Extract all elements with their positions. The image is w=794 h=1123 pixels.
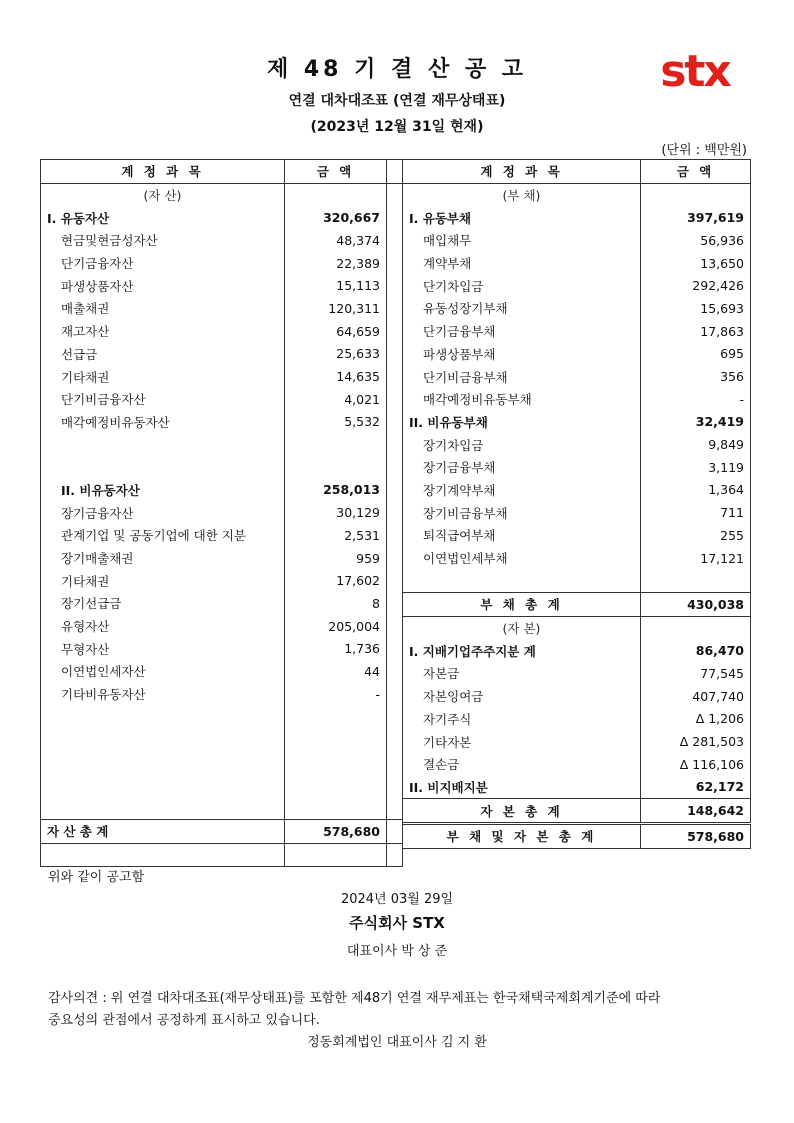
table-row [41, 411, 403, 434]
table-row [403, 547, 751, 570]
amount-cell: 48,374 [285, 229, 387, 252]
amount-cell: 64,659 [285, 320, 387, 343]
spacer-cell [387, 456, 403, 479]
table-row [41, 456, 403, 479]
amount-cell: - [285, 683, 387, 706]
table-row [41, 365, 403, 388]
amount-cell: 25,633 [285, 343, 387, 366]
table-row [41, 297, 403, 320]
grand-total-row [403, 823, 751, 848]
account-cell [41, 433, 285, 456]
account-cell: 유형자산 [41, 615, 285, 638]
account-cell: 자본금 [403, 662, 641, 685]
liabilities-equity-table [402, 159, 751, 849]
spacer-cell [387, 774, 403, 797]
grand-total-amount: 578,680 [641, 823, 751, 848]
amount-cell: 292,426 [641, 274, 751, 297]
table-row [41, 796, 403, 819]
account-cell: 매입채무 [403, 229, 641, 252]
spacer-cell [387, 660, 403, 683]
spacer-cell [387, 320, 403, 343]
assets-table [40, 159, 403, 867]
total-label: 부 채 총 계 [403, 593, 641, 617]
table-row [41, 183, 403, 206]
page-subtitle: 연결 대차대조표 (연결 재무상태표) [288, 93, 506, 109]
audit-line: 감사의견 : 위 연결 대차대조표(재무상태표)를 포함한 제48기 연결 재무제표는 한국채택국제회계기준에 따라 [48, 991, 661, 1006]
amount-cell [641, 569, 751, 592]
amount-cell: Δ 281,503 [641, 730, 751, 753]
table-row [403, 433, 751, 456]
account-cell: 파생상품부채 [403, 343, 641, 366]
table-row [403, 593, 751, 617]
account-cell: 자기주식 [403, 708, 641, 731]
grand-total-label: 부 채 및 자 본 총 계 [403, 823, 641, 848]
table-row [41, 252, 403, 275]
account-cell: 장기선급금 [41, 592, 285, 615]
amount-cell: 258,013 [285, 479, 387, 502]
logo-text: stx [660, 52, 730, 92]
account-cell: 매각예정비유동부채 [403, 388, 641, 411]
account-cell: 기타자본 [403, 730, 641, 753]
ceo-name: 대표이사 박 상 준 [346, 944, 448, 959]
account-cell: 파생상품자산 [41, 274, 285, 297]
amount-cell: 1,364 [641, 479, 751, 502]
table-row [41, 547, 403, 570]
account-cell: 이연법인세부채 [403, 547, 641, 570]
amount-cell: 15,113 [285, 274, 387, 297]
amount-cell: 17,121 [641, 547, 751, 570]
amount-cell [641, 183, 751, 206]
amount-cell [285, 433, 387, 456]
table-row [403, 776, 751, 799]
amount-cell: 56,936 [641, 229, 751, 252]
unit-label: (단위 : 백만원) [661, 143, 747, 158]
account-cell: 현금및현금성자산 [41, 229, 285, 252]
spacer-cell [387, 274, 403, 297]
amount-cell [285, 751, 387, 774]
amount-cell: Δ 116,106 [641, 753, 751, 776]
account-cell: 매각예정비유동자산 [41, 411, 285, 434]
amount-cell: 356 [641, 365, 751, 388]
amount-cell [285, 728, 387, 751]
table-row [403, 479, 751, 502]
spacer-cell [387, 252, 403, 275]
spacer-cell [387, 365, 403, 388]
auditor-name: 정동회계법인 대표이사 김 지 환 [307, 1035, 487, 1050]
table-row [41, 843, 403, 867]
account-cell: 단기금융부채 [403, 320, 641, 343]
spacer-cell [387, 479, 403, 502]
notice-text: 위와 같이 공고함 [48, 870, 145, 885]
page-title: 제 48 기 결 산 공 고 [266, 57, 528, 82]
table-row [403, 297, 751, 320]
amount-cell: 17,602 [285, 569, 387, 592]
table-row [403, 456, 751, 479]
amount-cell: 77,545 [641, 662, 751, 685]
account-cell: (부 채) [403, 183, 641, 206]
spacer-cell [387, 183, 403, 206]
account-cell: 장기매출채권 [41, 547, 285, 570]
amount-cell: 695 [641, 343, 751, 366]
amount-cell: Δ 1,206 [641, 708, 751, 731]
table-row [41, 706, 403, 729]
amount-header: 금 액 [641, 160, 751, 184]
table-row [403, 662, 751, 685]
table-row [41, 728, 403, 751]
total-amount: 578,680 [285, 819, 387, 843]
amount-cell: 255 [641, 524, 751, 547]
account-cell: 매출채권 [41, 297, 285, 320]
table-row [41, 660, 403, 683]
account-cell [41, 706, 285, 729]
account-cell: 자본잉여금 [403, 685, 641, 708]
table-row [41, 501, 403, 524]
table-row [41, 592, 403, 615]
report-date: (2023년 12월 31일 현재) [310, 119, 484, 135]
amount-cell: 205,004 [285, 615, 387, 638]
spacer-cell [387, 819, 403, 843]
empty-cell [285, 843, 387, 867]
account-cell [403, 569, 641, 592]
spacer-cell [387, 433, 403, 456]
table-row [403, 501, 751, 524]
account-cell: (자 본) [403, 616, 641, 639]
account-cell: 무형자산 [41, 637, 285, 660]
account-cell: 장기차입금 [403, 433, 641, 456]
table-row [41, 433, 403, 456]
spacer-cell [387, 751, 403, 774]
account-cell: 단기비금융부채 [403, 365, 641, 388]
account-cell: 결손금 [403, 753, 641, 776]
table-row [41, 206, 403, 229]
table-row [41, 569, 403, 592]
spacer-cell [387, 728, 403, 751]
assets-total-row [41, 819, 403, 843]
spacer-cell [387, 569, 403, 592]
stx-logo [642, 52, 748, 92]
account-cell: 장기계약부채 [403, 479, 641, 502]
table-row [41, 774, 403, 797]
audit-opinion [48, 988, 748, 1032]
spacer-cell [387, 388, 403, 411]
spacer-cell [387, 683, 403, 706]
company-name: 주식회사 STX [349, 914, 445, 932]
amount-cell: 9,849 [641, 433, 751, 456]
account-cell: (자 산) [41, 183, 285, 206]
table-row [41, 388, 403, 411]
account-cell: 선급금 [41, 343, 285, 366]
table-row [403, 252, 751, 275]
audit-line: 중요성의 관점에서 공정하게 표시하고 있습니다. [48, 1013, 320, 1028]
amount-header: 금 액 [285, 160, 387, 184]
amount-cell: 22,389 [285, 252, 387, 275]
total-amount: 148,642 [641, 799, 751, 824]
equity-total-row [403, 799, 751, 824]
table-row [41, 683, 403, 706]
spacer-cell [387, 524, 403, 547]
spacer-cell [387, 297, 403, 320]
amount-cell [285, 456, 387, 479]
table-row [403, 183, 751, 206]
amount-cell: 2,531 [285, 524, 387, 547]
account-cell: 단기금융자산 [41, 252, 285, 275]
table-row [403, 388, 751, 411]
amount-cell: 15,693 [641, 297, 751, 320]
spacer-cell [387, 706, 403, 729]
spacer-cell [387, 796, 403, 819]
account-cell [41, 774, 285, 797]
amount-cell: 17,863 [641, 320, 751, 343]
amount-cell: 5,532 [285, 411, 387, 434]
account-cell: 재고자산 [41, 320, 285, 343]
total-amount: 430,038 [641, 593, 751, 617]
table-row [403, 524, 751, 547]
amount-cell: 14,635 [285, 365, 387, 388]
amount-cell: 407,740 [641, 685, 751, 708]
table-row [41, 229, 403, 252]
account-cell: I. 유동자산 [41, 206, 285, 229]
table-row [41, 274, 403, 297]
amount-cell: 8 [285, 592, 387, 615]
table-row [41, 637, 403, 660]
spacer-cell [387, 343, 403, 366]
account-cell: II. 비유동부채 [403, 411, 641, 434]
spacer-cell [387, 411, 403, 434]
account-cell: 기타채권 [41, 569, 285, 592]
spacer-cell [387, 206, 403, 229]
amount-cell: 4,021 [285, 388, 387, 411]
account-cell: 장기비금융부채 [403, 501, 641, 524]
spacer-cell [387, 501, 403, 524]
table-row [41, 479, 403, 502]
account-cell: 이연법인세자산 [41, 660, 285, 683]
account-header: 계 정 과 목 [403, 160, 641, 184]
amount-cell: 3,119 [641, 456, 751, 479]
table-row [403, 685, 751, 708]
account-cell: II. 비지배지분 [403, 776, 641, 799]
account-cell: 단기비금융자산 [41, 388, 285, 411]
account-cell: 단기차입금 [403, 274, 641, 297]
amount-cell [641, 616, 751, 639]
account-cell: 기타비유동자산 [41, 683, 285, 706]
amount-cell [285, 774, 387, 797]
amount-cell: 86,470 [641, 639, 751, 662]
account-cell: 장기금융부채 [403, 456, 641, 479]
table-row [403, 274, 751, 297]
table-row [403, 730, 751, 753]
amount-cell: 120,311 [285, 297, 387, 320]
table-row [41, 320, 403, 343]
account-cell: 퇴직급여부채 [403, 524, 641, 547]
table-row [41, 751, 403, 774]
empty-cell [41, 843, 285, 867]
total-label: 자 본 총 계 [403, 799, 641, 824]
table-row [41, 343, 403, 366]
amount-cell: 1,736 [285, 637, 387, 660]
amount-cell: 13,650 [641, 252, 751, 275]
spacer-cell [387, 592, 403, 615]
amount-cell: 320,667 [285, 206, 387, 229]
amount-cell [285, 796, 387, 819]
account-cell [41, 456, 285, 479]
amount-cell: - [641, 388, 751, 411]
table-row [403, 753, 751, 776]
spacer-cell [387, 229, 403, 252]
amount-cell: 397,619 [641, 206, 751, 229]
account-cell: I. 지배기업주주지분 계 [403, 639, 641, 662]
account-cell: 관계기업 및 공동기업에 대한 지분 [41, 524, 285, 547]
account-cell: 유동성장기부채 [403, 297, 641, 320]
account-cell: 계약부채 [403, 252, 641, 275]
account-header: 계 정 과 목 [41, 160, 285, 184]
table-row [403, 365, 751, 388]
spacer-cell [387, 615, 403, 638]
amount-cell: 959 [285, 547, 387, 570]
account-cell [41, 796, 285, 819]
table-row [403, 569, 751, 592]
amount-cell: 711 [641, 501, 751, 524]
spacer-header [387, 160, 403, 184]
table-row [403, 639, 751, 662]
amount-cell: 62,172 [641, 776, 751, 799]
table-row [41, 615, 403, 638]
table-row [403, 708, 751, 731]
table-row [403, 229, 751, 252]
amount-cell [285, 183, 387, 206]
spacer-cell [387, 547, 403, 570]
spacer-cell [387, 637, 403, 660]
spacer-cell [387, 843, 403, 867]
amount-cell [285, 706, 387, 729]
total-label: 자 산 총 계 [41, 819, 285, 843]
account-cell [41, 728, 285, 751]
table-row [403, 320, 751, 343]
account-cell: 장기금융자산 [41, 501, 285, 524]
table-row [403, 411, 751, 434]
table-row [403, 206, 751, 229]
amount-cell: 30,129 [285, 501, 387, 524]
amount-cell: 44 [285, 660, 387, 683]
account-cell [41, 751, 285, 774]
notice-date: 2024년 03월 29일 [340, 892, 454, 907]
table-row [403, 343, 751, 366]
table-row [403, 616, 751, 639]
amount-cell: 32,419 [641, 411, 751, 434]
account-cell: II. 비유동자산 [41, 479, 285, 502]
account-cell: 기타채권 [41, 365, 285, 388]
account-cell: I. 유동부채 [403, 206, 641, 229]
table-row [41, 524, 403, 547]
